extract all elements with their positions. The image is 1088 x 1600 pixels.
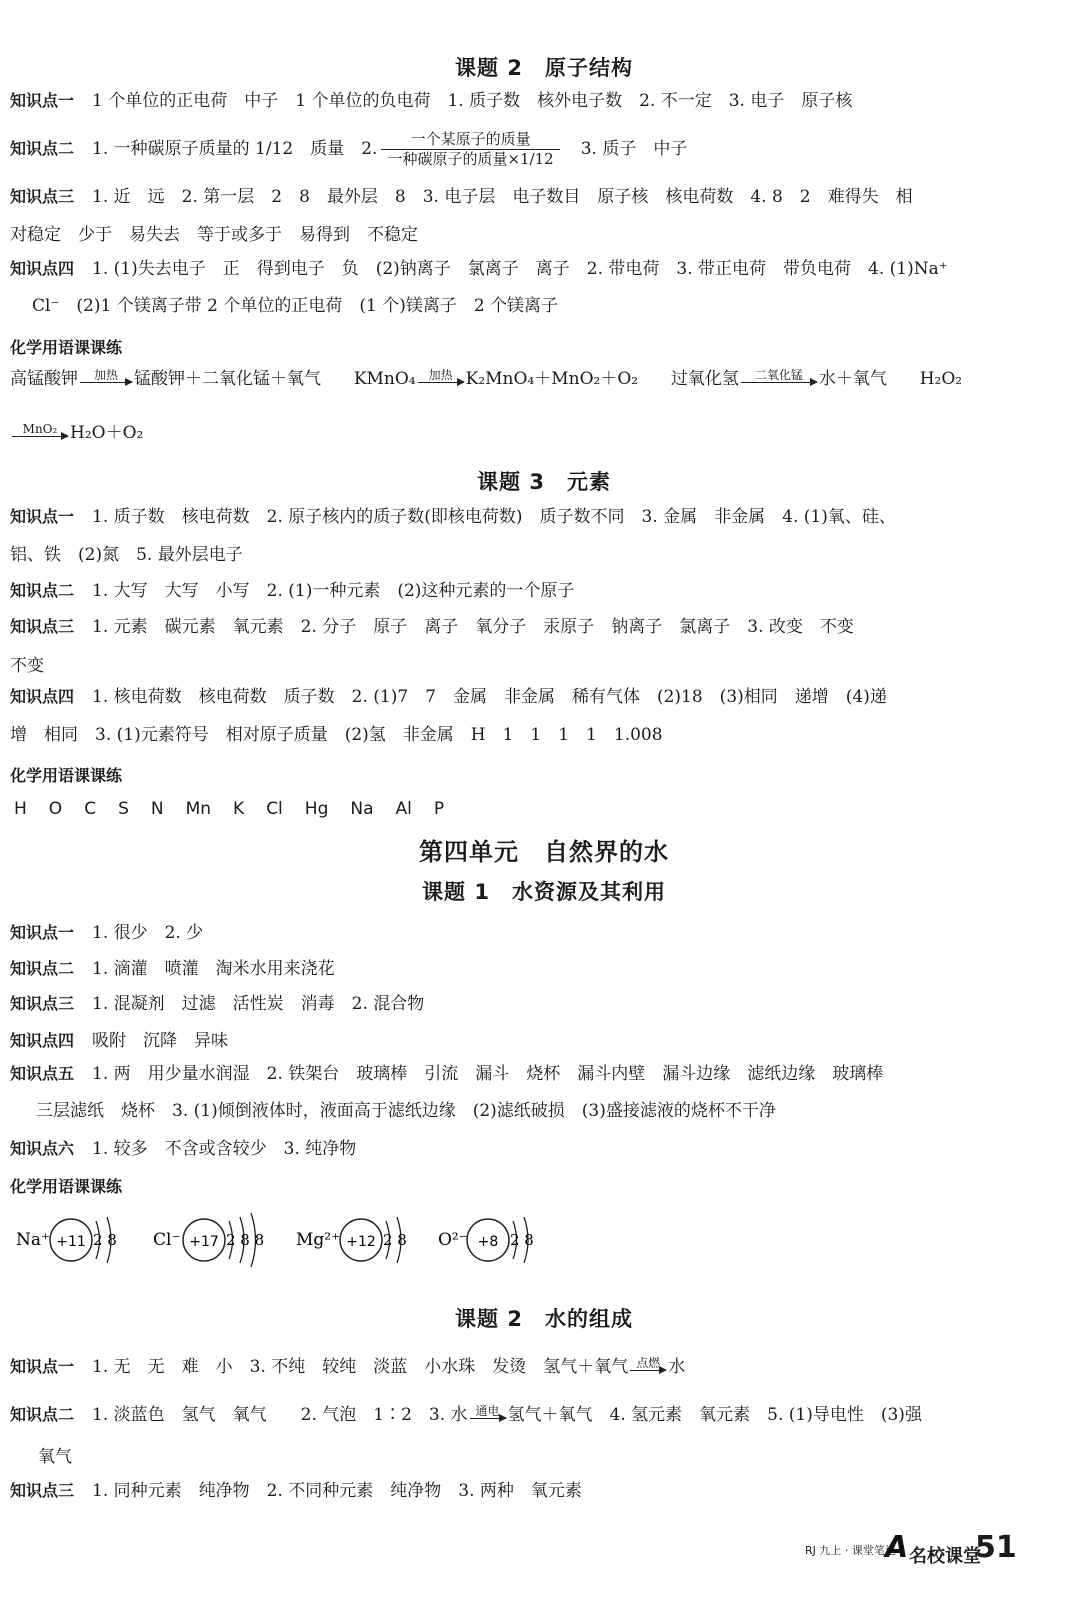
l2-kp2-line1	[10, 1404, 922, 1426]
eq-reactant: 高锰酸钾	[10, 369, 78, 389]
fraction-denominator: 一种碳原子的质量×1/12	[387, 150, 554, 168]
kp4-line2: Cl⁻ (2)1 个镁离子带 2 个单位的正电荷 (1 个)镁离子 2 个镁离子	[32, 296, 559, 316]
s3-kp4-line1	[10, 686, 887, 708]
s3-kp1-line2: 铝、铁 (2)氮 5. 最外层电子	[10, 545, 243, 565]
section-title-elements: 课题 3 元素	[477, 470, 611, 494]
kp-answer: 1. 无 无 难 小 3. 不纯 较纯 淡蓝 小水珠 发烫 氢气＋氧气	[92, 1357, 629, 1377]
brand-logo-mark: A	[885, 1530, 909, 1565]
ion-diagram-mg	[296, 1217, 407, 1263]
kp-label: 知识点三	[10, 994, 75, 1013]
kp1-line	[10, 90, 852, 112]
relative-atomic-mass-fraction	[381, 130, 559, 169]
kp-answer: 1. 两 用少量水润湿 2. 铁架台 玻璃棒 引流 漏斗 烧杯 漏斗内壁 漏斗边缘 滤纸边缘 玻璃棒	[92, 1064, 884, 1084]
kp-label: 知识点四	[10, 259, 75, 278]
reaction-condition: 二氧化锰	[754, 368, 803, 382]
eq-reactant: 过氧化氢	[670, 369, 739, 389]
reaction-condition: 加热	[93, 368, 118, 382]
l2-kp3-line	[10, 1480, 582, 1502]
fraction-numerator: 一个某原子的质量	[381, 130, 559, 150]
u4-kp4-line	[10, 1030, 228, 1052]
kp-label: 知识点一	[10, 507, 75, 526]
kp-label: 知识点二	[10, 959, 75, 978]
ion-symbol: O²⁻	[438, 1230, 468, 1250]
element-symbols-row	[14, 798, 466, 820]
equation-line-2	[10, 422, 143, 444]
reaction-arrow	[630, 1357, 666, 1378]
ion-symbol: Mg²⁺	[296, 1230, 341, 1250]
page-footer	[805, 1530, 1065, 1570]
kp-answer: 吸附 沉降 异味	[92, 1031, 229, 1051]
element-symbol: K	[233, 799, 245, 819]
s3-kp3-line2: 不变	[10, 656, 44, 676]
ion-structure-diagrams	[16, 1205, 576, 1275]
s3-chem-practice-heading	[10, 765, 122, 787]
ion-diagram-o	[438, 1217, 534, 1263]
u4-kp1-line	[10, 922, 203, 944]
nucleus-charge: +17	[189, 1234, 219, 1250]
kp-label: 知识点三	[10, 1481, 75, 1500]
eq-reactant: KMnO₄	[353, 369, 416, 389]
reaction-arrow	[12, 423, 68, 444]
ion-symbol: Cl⁻	[153, 1230, 181, 1250]
kp-answer: 1. 近 远 2. 第一层 2 8 最外层 8 3. 电子层 电子数目 原子核 核电荷数 4. 8 2 难得失 相	[92, 187, 913, 207]
nucleus-charge: +11	[56, 1234, 86, 1250]
kp-label: 知识点一	[10, 1357, 75, 1376]
page-number: 51	[975, 1530, 1017, 1565]
u4-kp6-line	[10, 1138, 356, 1160]
element-symbol: Hg	[304, 799, 329, 819]
ion-diagram-na	[16, 1217, 117, 1263]
u4-chem-practice-heading	[10, 1176, 122, 1198]
kp-answer: 1. 核电荷数 核电荷数 质子数 2. (1)7 7 金属 非金属 稀有气体 (2)18 (3)相同 递增 (4)递	[92, 687, 887, 707]
kp-label: 知识点四	[10, 687, 75, 706]
kp-answer: 1. 混凝剂 过滤 活性炭 消毒 2. 混合物	[92, 994, 425, 1014]
kp-answer: 1 个单位的正电荷 中子 1 个单位的负电荷 1. 质子数 核外电子数 2. 不一定 3. 电子 原子核	[92, 91, 853, 111]
shell-electrons: 2 8 8	[226, 1231, 265, 1249]
element-symbol: Al	[395, 799, 412, 819]
l2-kp1-line	[10, 1356, 685, 1378]
kp3-line2: 对稳定 少于 易失去 等于或多于 易得到 不稳定	[10, 225, 418, 245]
chem-practice-title: 化学用语课课练	[10, 338, 123, 357]
element-symbol: P	[433, 799, 445, 819]
kp-answer: 3. 质子 中子	[563, 139, 688, 159]
reaction-condition: MnO₂	[22, 422, 58, 436]
kp-label: 知识点二	[10, 139, 75, 158]
shell-electrons: 2 8	[93, 1231, 117, 1249]
reaction-condition: 通电	[475, 1404, 500, 1418]
u4-kp3-line	[10, 993, 424, 1015]
kp-label: 知识点二	[10, 1405, 75, 1424]
kp-answer: 1. 一种碳原子质量的 1/12 质量 2.	[92, 139, 378, 159]
kp-answer: 水	[668, 1357, 686, 1377]
reaction-condition: 加热	[428, 368, 453, 382]
kp2-line	[10, 130, 687, 169]
reaction-arrow	[741, 369, 817, 390]
u4-kp2-line	[10, 958, 335, 980]
kp-answer: 1. 很少 2. 少	[92, 923, 204, 943]
element-symbol: H	[14, 799, 27, 819]
element-symbol: Mn	[185, 799, 212, 819]
element-symbol: Na	[350, 799, 374, 819]
kp-label: 知识点一	[10, 923, 75, 942]
eq-products: H₂O＋O₂	[70, 423, 144, 443]
ion-diagram-cl	[153, 1213, 264, 1267]
chem-practice-title: 化学用语课课练	[10, 1177, 123, 1196]
chem-practice-title: 化学用语课课练	[10, 766, 123, 785]
eq-products: 水＋氧气	[818, 369, 887, 389]
element-symbol: O	[48, 799, 63, 819]
s3-kp1-line1	[10, 506, 896, 528]
kp4-line1	[10, 258, 948, 280]
eq-products: 锰酸钾＋二氧化锰＋氧气	[134, 369, 321, 389]
element-symbol: N	[150, 799, 164, 819]
lesson-title-water-composition: 课题 2 水的组成	[455, 1307, 633, 1331]
brand-name: 名校课堂	[909, 1546, 981, 1567]
reaction-arrow	[470, 1405, 506, 1426]
s3-kp3-line1	[10, 616, 854, 638]
element-symbol: Cl	[266, 799, 283, 819]
equation-line-1	[10, 368, 962, 390]
kp-answer: 1. 质子数 核电荷数 2. 原子核内的质子数(即核电荷数) 质子数不同 3. 金属 非金属 4. (1)氧、硅、	[92, 507, 896, 527]
kp-answer: 1. 淡蓝色 氢气 氧气 2. 气泡 1∶2 3. 水	[92, 1405, 468, 1425]
kp-label: 知识点四	[10, 1031, 75, 1050]
kp-answer: 1. 较多 不含或含较少 3. 纯净物	[92, 1139, 357, 1159]
element-symbol: C	[84, 799, 97, 819]
reaction-condition: 点燃	[636, 1356, 661, 1370]
section-title-atomic-structure: 课题 2 原子结构	[455, 56, 633, 80]
reaction-arrow	[80, 369, 132, 390]
shell-electrons: 2 8	[383, 1231, 407, 1249]
kp-answer: 1. 元素 碳元素 氧元素 2. 分子 原子 离子 氧分子 汞原子 钠离子 氯离子 3. 改变 不变	[92, 617, 854, 637]
eq-reactant: H₂O₂	[919, 369, 963, 389]
nucleus-charge: +8	[477, 1234, 499, 1250]
kp-label: 知识点六	[10, 1139, 75, 1158]
kp-answer: 1. 同种元素 纯净物 2. 不同种元素 纯净物 3. 两种 氧元素	[92, 1481, 582, 1501]
unit-title-natural-water: 第四单元 自然界的水	[419, 838, 669, 866]
kp-answer: 1. 滴灌 喷灌 淘米水用来浇花	[92, 959, 335, 979]
u4-kp5-line1	[10, 1063, 883, 1085]
element-symbol: S	[118, 799, 129, 819]
nucleus-charge: +12	[346, 1234, 376, 1250]
kp-label: 知识点三	[10, 617, 75, 636]
s3-kp4-line2: 增 相同 3. (1)元素符号 相对原子质量 (2)氢 非金属 H 1 1 1 1 1.008	[10, 725, 663, 745]
kp-answer: 1. (1)失去电子 正 得到电子 负 (2)钠离子 氯离子 离子 2. 带电荷 3. 带正电荷 带负电荷 4. (1)Na⁺	[92, 259, 948, 279]
kp-label: 知识点五	[10, 1064, 75, 1083]
ion-symbol: Na⁺	[16, 1230, 50, 1250]
kp-label: 知识点一	[10, 91, 75, 110]
kp-label: 知识点二	[10, 581, 75, 600]
eq-products: K₂MnO₄＋MnO₂＋O₂	[465, 369, 639, 389]
l2-kp2-line2: 氧气	[38, 1447, 72, 1467]
kp-answer: 氢气＋氧气 4. 氢元素 氧元素 5. (1)导电性 (3)强	[507, 1405, 922, 1425]
kp-label: 知识点三	[10, 187, 75, 206]
kp-answer: 1. 大写 大写 小写 2. (1)一种元素 (2)这种元素的一个原子	[92, 581, 575, 601]
chem-practice-heading	[10, 337, 122, 359]
footer-book-note: RJ 九上 · 课堂笔记	[805, 1544, 896, 1557]
u4-kp5-line2: 三层滤纸 烧杯 3. (1)倾倒液体时，液面高于滤纸边缘 (2)滤纸破损 (3)盛接滤液的烧杯不干净	[36, 1101, 776, 1121]
reaction-arrow	[418, 369, 464, 390]
s3-kp2-line	[10, 580, 574, 602]
lesson-title-water-resources: 课题 1 水资源及其利用	[422, 880, 666, 904]
kp3-line1	[10, 186, 913, 208]
shell-electrons: 2 8	[510, 1231, 534, 1249]
